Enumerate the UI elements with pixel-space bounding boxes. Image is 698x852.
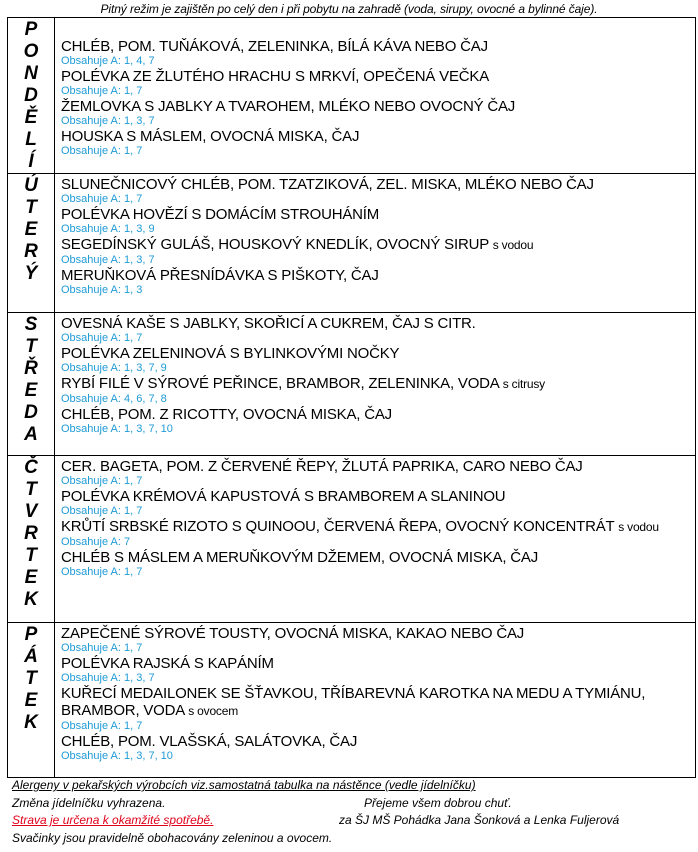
meal-name xyxy=(61,518,691,536)
meal-name xyxy=(61,549,691,566)
meal-name xyxy=(61,406,691,423)
meal-name-text: ŽEMLOVKA S JABLKY A TVAROHEM, MLÉKO NEBO OVOCNÝ ČAJ xyxy=(61,98,516,115)
day-row xyxy=(8,623,696,778)
meal-name xyxy=(61,128,691,145)
allergens: Obsahuje A: 1, 7 xyxy=(61,193,143,205)
day-name-cell xyxy=(8,623,55,778)
allergens: Obsahuje A: 1, 3, 7 xyxy=(61,115,155,127)
meal-name xyxy=(61,68,691,85)
meal-item xyxy=(61,685,691,733)
meal-name xyxy=(61,267,691,284)
day-letter: O xyxy=(23,41,39,62)
meal-name-text: OVESNÁ KAŠE S JABLKY, SKOŘICÍ A CUKREM, ČAJ S CITR. xyxy=(61,315,476,332)
allergens: Obsahuje A: 1, 3, 7 xyxy=(61,672,155,684)
meal-name-text: POLÉVKA KRÉMOVÁ KAPUSTOVÁ S BRAMBOREM A SLANINOU xyxy=(61,488,506,505)
meal-item xyxy=(61,176,691,206)
meal-item xyxy=(61,549,691,579)
day-letter: E xyxy=(24,690,38,711)
day-letter: Ě xyxy=(24,107,38,128)
meal-name-text: POLÉVKA HOVĚZÍ S DOMÁCÍM STROUHÁNÍM xyxy=(61,206,380,223)
day-letter: E xyxy=(24,219,38,240)
meal-name-text: SLUNEČNICOVÝ CHLÉB, POM. TZATZIKOVÁ, ZEL. MISKA, MLÉKO NEBO ČAJ xyxy=(61,176,594,193)
meal-name xyxy=(61,176,691,193)
allergens: Obsahuje A: 1, 7 xyxy=(61,720,143,732)
meal-item xyxy=(61,38,691,68)
meal-item xyxy=(61,406,691,436)
meals-cell xyxy=(55,456,696,623)
snacks-note: Svačinky jsou pravidelně obohacovány zeleninou a ovocem. xyxy=(12,830,333,845)
allergens: Obsahuje A: 7 xyxy=(61,536,131,548)
meal-name-text: RYBÍ FILÉ V SÝROVÉ PEŘINCE, BRAMBOR, ZELENINKA, VODA xyxy=(61,375,499,392)
day-name-cell xyxy=(8,456,55,623)
meal-name xyxy=(61,345,691,362)
meal-name-text: KUŘECÍ MEDAILONEK SE ŠŤAVKOU, TŘÍBAREVNÁ KAROTKA NA MEDU A TYMIÁNU, BRAMBOR, VODA xyxy=(61,685,646,719)
day-letter: S xyxy=(24,314,38,335)
day-letter: Ý xyxy=(24,263,38,284)
signature: za ŠJ MŠ Pohádka Jana Šonková a Lenka Fuljerová xyxy=(339,813,620,827)
meal-item xyxy=(61,488,691,518)
allergens: Obsahuje A: 1, 3, 9 xyxy=(61,223,155,235)
day-name xyxy=(8,313,54,446)
meal-suffix: s citrusy xyxy=(502,377,545,391)
meal-item xyxy=(61,733,691,763)
day-letter: Č xyxy=(24,457,38,478)
day-row xyxy=(8,18,696,174)
changes-note: Změna jídelníčku vyhrazena. xyxy=(12,795,166,810)
allergens: Obsahuje A: 1, 3, 7 xyxy=(61,254,155,266)
day-letter: T xyxy=(25,479,37,500)
meal-name-text: CER. BAGETA, POM. Z ČERVENÉ ŘEPY, ŽLUTÁ PAPRIKA, CARO NEBO ČAJ xyxy=(61,458,583,475)
day-letter: T xyxy=(25,336,37,357)
meal-item xyxy=(61,345,691,375)
day-letter: N xyxy=(24,63,38,84)
meal-name-text: ZAPEČENÉ SÝROVÉ TOUSTY, OVOCNÁ MISKA, KAKAO NEBO ČAJ xyxy=(61,625,525,642)
meal-name-text: POLÉVKA ZE ŽLUTÉHO HRACHU S MRKVÍ, OPEČENÁ VEČKA xyxy=(61,68,490,85)
meal-name xyxy=(61,98,691,115)
day-letter: Á xyxy=(24,646,38,667)
meal-name xyxy=(61,206,691,223)
allergens: Obsahuje A: 1, 7 xyxy=(61,642,143,654)
meal-name-text: MERUŇKOVÁ PŘESNÍDÁVKA S PIŠKOTY, ČAJ xyxy=(61,267,379,284)
allergens: Obsahuje A: 1, 7 xyxy=(61,85,143,97)
day-letter: P xyxy=(24,624,38,645)
meal-name-text: CHLÉB, POM. VLAŠSKÁ, SALÁTOVKA, ČAJ xyxy=(61,733,358,750)
meal-name-text: POLÉVKA RAJSKÁ S KAPÁNÍM xyxy=(61,655,274,672)
meal-suffix: s ovocem xyxy=(188,704,238,718)
meal-item xyxy=(61,206,691,236)
day-letter: D xyxy=(24,85,38,106)
allergens: Obsahuje A: 1, 3 xyxy=(61,284,143,296)
meal-name xyxy=(61,733,691,750)
allergens: Obsahuje A: 1, 4, 7 xyxy=(61,55,155,67)
day-letter: Í xyxy=(28,151,34,172)
allergens: Obsahuje A: 1, 7 xyxy=(61,145,143,157)
allergens: Obsahuje A: 1, 3, 7, 10 xyxy=(61,750,173,762)
day-name-cell xyxy=(8,174,55,313)
meal-name-text: POLÉVKA ZELENINOVÁ S BYLINKOVÝMI NOČKY xyxy=(61,345,400,362)
meals-cell xyxy=(55,174,696,313)
meal-name xyxy=(61,625,691,642)
meals-cell xyxy=(55,313,696,456)
allergens: Obsahuje A: 1, 7 xyxy=(61,475,143,487)
meal-name-text: CHLÉB S MÁSLEM A MERUŇKOVÝM DŽEMEM, OVOCNÁ MISKA, ČAJ xyxy=(61,549,538,566)
meal-item xyxy=(61,375,691,406)
meal-name-text: SEGEDÍNSKÝ GULÁŠ, HOUSKOVÝ KNEDLÍK, OVOCNÝ SIRUP xyxy=(61,236,489,253)
meal-item xyxy=(61,518,691,549)
wish-note: Přejeme všem dobrou chuť. xyxy=(364,795,512,810)
day-letter: T xyxy=(25,197,37,218)
day-letter: T xyxy=(25,545,37,566)
day-row xyxy=(8,456,696,623)
meal-name xyxy=(61,488,691,505)
meal-item xyxy=(61,236,691,267)
meal-name xyxy=(61,458,691,475)
meal-suffix: s vodou xyxy=(618,520,659,534)
day-letter: K xyxy=(24,712,38,733)
meal-name xyxy=(61,236,691,254)
meal-item xyxy=(61,68,691,98)
day-letter: Ř xyxy=(24,358,38,379)
day-letter: D xyxy=(24,402,38,423)
day-name xyxy=(8,174,54,285)
allergens: Obsahuje A: 1, 7 xyxy=(61,566,143,578)
meal-name xyxy=(61,375,691,393)
day-letter: K xyxy=(24,589,38,610)
allergen-note: Alergeny v pekařských výrobcích viz.samostatná tabulka na nástěnce (vedle jídelníčku) xyxy=(12,778,476,792)
day-name xyxy=(8,623,54,734)
meal-item xyxy=(61,267,691,297)
day-letter: Ú xyxy=(24,175,38,196)
meal-item xyxy=(61,655,691,685)
day-letter: E xyxy=(24,380,38,401)
day-letter: V xyxy=(24,501,38,522)
meals-cell xyxy=(55,623,696,778)
meal-name-text: CHLÉB, POM. TUŇÁKOVÁ, ZELENINKA, BÍLÁ KÁVA NEBO ČAJ xyxy=(61,38,488,55)
day-letter: T xyxy=(25,668,37,689)
meal-item xyxy=(61,625,691,655)
meal-name-text: KRŮTÍ SRBSKÉ RIZOTO S QUINOOU, ČERVENÁ ŘEPA, OVOCNÝ KONCENTRÁT xyxy=(61,518,615,535)
allergens: Obsahuje A: 1, 7 xyxy=(61,505,143,517)
day-letter: E xyxy=(24,567,38,588)
day-letter: R xyxy=(24,523,38,544)
day-name-cell xyxy=(8,18,55,174)
meal-item xyxy=(61,128,691,158)
meal-name xyxy=(61,685,691,720)
meal-name xyxy=(61,315,691,332)
drinking-regime-note: Pitný režim je zajištěn po celý den i při pobytu na zahradě (voda, sirupy, ovocné a bylinné čaje). xyxy=(100,2,598,16)
allergens: Obsahuje A: 1, 3, 7, 9 xyxy=(61,362,167,374)
meal-name-text: HOUSKA S MÁSLEM, OVOCNÁ MISKA, ČAJ xyxy=(61,128,360,145)
allergens: Obsahuje A: 4, 6, 7, 8 xyxy=(61,393,167,405)
day-letter: R xyxy=(24,241,38,262)
day-name xyxy=(8,456,54,611)
meal-name xyxy=(61,655,691,672)
meal-name-text: CHLÉB, POM. Z RICOTTY, OVOCNÁ MISKA, ČAJ xyxy=(61,406,392,423)
day-row xyxy=(8,174,696,313)
allergens: Obsahuje A: 1, 3, 7, 10 xyxy=(61,423,173,435)
meal-item xyxy=(61,458,691,488)
footer xyxy=(12,777,692,847)
weekly-menu-table xyxy=(7,17,696,778)
meal-name xyxy=(61,38,691,55)
meal-suffix: s vodou xyxy=(492,238,534,252)
day-name xyxy=(8,18,54,173)
meals-cell xyxy=(55,18,696,174)
day-name-cell xyxy=(8,313,55,456)
allergens: Obsahuje A: 1, 7 xyxy=(61,332,143,344)
meal-item xyxy=(61,98,691,128)
immediate-consumption-note: Strava je určena k okamžité spotřebě. xyxy=(12,813,214,827)
day-letter: L xyxy=(25,129,37,150)
day-letter: P xyxy=(24,19,38,40)
meal-item xyxy=(61,315,691,345)
day-letter: A xyxy=(24,424,38,445)
day-row xyxy=(8,313,696,456)
